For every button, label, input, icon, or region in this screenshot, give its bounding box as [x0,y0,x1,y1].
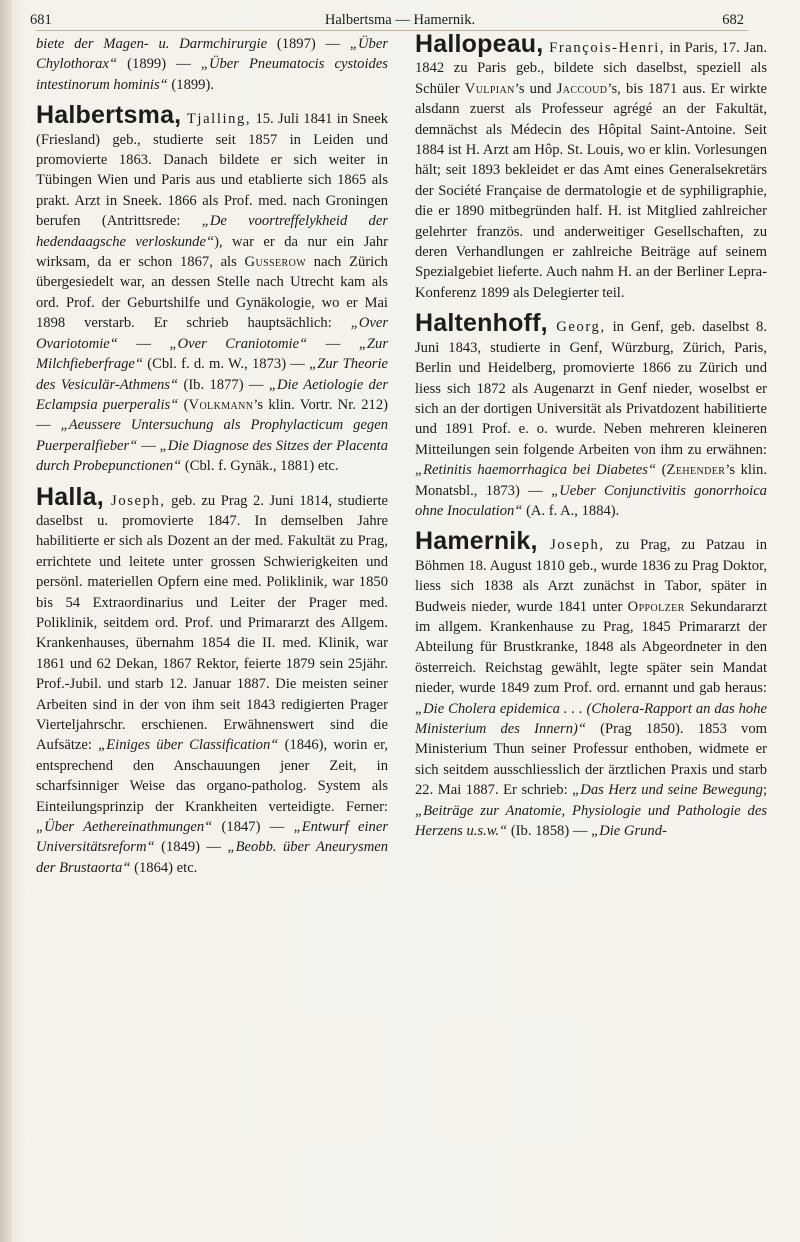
text-fragment: Volkmann [188,396,254,413]
text-fragment: (1849) — [154,839,228,856]
entry-headword: Halbertsma, [36,101,182,130]
text-fragment: „Die Grund- [591,823,667,840]
entry-hallopeau [415,34,767,303]
text-fragment: „Entwurf einer Universitätsreform“ [36,819,388,856]
running-header [0,10,800,32]
entry-given-name: Georg, [547,319,606,336]
text-fragment: 15. Juli 1841 in Sneek (Friesland) geb., studierte seit 1857 in Leiden und promovierte 1863. Danach bildete er sich weiter in Tübingen Wien und Paris aus und etablierte sich 1865 als prakt. Arzt in Sneek. 1866 als Prof. med. nach Groningen berufen (Antrittsrede: [36,111,388,230]
text-fragment: ), war er da nur ein Jahr wirksam, da er schon 1867, als [36,233,388,271]
text-fragment: ( [178,396,189,413]
text-fragment: „Beiträge zur Anatomie, Physiologie und Pathologie des Herzens u.s.w.“ [415,802,767,840]
text-fragment: „Über Aethereinathmungen“ [36,819,213,836]
text-fragment: (1846), worin er, entsprechend den Anschauungen jener Zeit, in scharfsinniger Weise das organo-patholog. System als Einteilungsprinzip der Krankheiten verteidigte. Ferner: [36,737,388,815]
entry-given-name: Joseph, [103,492,166,509]
entry-given-name: Joseph, [537,537,605,554]
text-fragment: (Prag 1850). 1853 vom Ministerium Thun seiner Professur enthoben, widmete er sich seitdem ausschliesslich der ärztlichen Praxis und starb 22. Mai 1887. Er schrieb: [415,721,767,799]
text-fragment: — [307,335,359,352]
text-fragment: biete der Magen- u. Darmchirurgie [36,36,268,52]
text-fragment: ’s, bis 1871 aus. Er wirkte alsdann zuerst als Professeur agrégé an der Fakultät, demnächst als Médecin des Hôpital Saint-Antoine. Seit 1884 ist H. Arzt am Hôp. St. Louis, wo er klin. Vorlesungen hält; seit 1893 bekleidet er das Amt eines Generalsekretärs der Société Française de dermatologie et de syphiligraphie, die er 1890 mitbegründen half. H. ist Mitglied zahlreicher gelehrter französ. und anderweitiger Gesellschaften, zu deren Verhandlungen er zahlreiche Beiträge auf seinem Spezialgebiet lieferte. Auch nahm H. an der Berliner Lepra-Konferenz 1899 als Delegierter teil. [415,80,767,301]
text-fragment: (1847) — [212,819,294,836]
text-fragment: „De voortreffelykheid der hedendaagsche verloskunde“ [36,213,388,250]
text-fragment: „Die Diagnose des Sitzes der Placenta durch Probepunctionen“ [36,437,388,475]
entry-haltenhoff [415,309,767,521]
text-fragment: „Über Pneumatocis cystoides intestinorum hominis“ [36,56,388,93]
entry-headword: Hamernik, [415,527,538,556]
right-column [415,34,767,1234]
text-fragment: (1899) — [117,56,201,73]
entry-given-name: Tjalling, [181,111,252,128]
entry-headword: Halla, [36,482,104,511]
text-fragment: in Genf, geb. daselbst 8. Juni 1843, studierte in Genf, Würzburg, Zürich, Paris, Berlin und Heidelberg, promovierte 1866 zu Zürich und liess sich 1872 als Augenarzt in Genf nieder, woselbst er sich an der dortigen Universität als Privatdozent habilitierte und 1891 Prof. e. o. wurde. Neben mehreren kleineren Mitteilungen sein folgende Arbeiten von ihm zu erwähnen: [415,319,767,458]
page-number-left: 681 [30,12,52,28]
text-fragment: „Over Ovariotomie“ [36,315,388,352]
text-fragment: „Aeussere Untersuchung als Prophylacticum gegen Puerperalfieber“ [36,417,388,454]
page-number-right: 682 [722,12,744,28]
entry-halbertsma [36,101,388,476]
text-fragment: ; [762,782,767,799]
text-fragment: (A. f. A., 1884). [522,502,620,519]
text-fragment: „Die Cholera epidemica . . . (Cholera-Rapport an das hohe Ministerium des Innern)“ [415,700,767,737]
text-fragment: geb. zu Prag 2. Juni 1814, studierte daselbst u. promovierte 1847. In demselben Jahre habilitierte er sich als Dozent an der med. Fakultät zu Prag, errichtete und leitete unter grossen Schwierigkeiten und persönl. materiellen Opfern eine med. Poliklinik, war 1850 bis 54 Extraordinarius und Leiter der Prager med. Poliklinik, seitdem ord. Prof. und Primararzt des Allgem. Krankenhauses, übernahm 1854 die II. med. Klinik, war 1861 und 62 Dekan, 1867 Rektor, feierte 1879 sein 25jähr. Prof.-Jubil. und starb 12. Januar 1887. Die meisten seiner Arbeiten sind in der von ihm seit 1843 redigierten Prager Vierteljahrschr. erschienen. Erwähnenswert sind die Aufsätze: [36,492,388,754]
text-fragment: (1899). [167,76,214,93]
text-fragment: „Über Chylothorax“ [36,36,388,73]
text-fragment: (Ib. 1858) — [507,823,592,840]
text-fragment: ’s klin. Monatsbl., 1873) — [415,462,767,499]
text-fragment: „Zur Milchfieberfrage“ [36,335,388,373]
text-fragment: Oppolzer [627,598,685,615]
left-column [36,34,388,1234]
entry-given-name: François-Henri, [543,40,666,56]
text-fragment: ’s klin. Vortr. Nr. 212) — [36,396,388,434]
text-fragment: in Paris, 17. Jan. 1842 zu Paris geb., bildete sich daselbst, speziell als Schüler [415,40,767,97]
text-fragment: Sekundararzt im allgem. Krankenhause zu Prag, 1845 Primararzt der Abteilung für Brustkranke, 1848 als Abgeordneter in den österreich. Reichstag gewählt, legte später sein Mandat nieder, wurde 1849 zum Prof. ord. ernannt und gab heraus: [415,598,767,697]
text-fragment: „Zur Theorie des Vesiculär-Athmens“ [36,356,388,393]
text-fragment: „Beobb. über Aneurysmen der Brustaorta“ [36,839,388,876]
text-fragment: (1897) — [267,36,350,52]
entry-headword: Haltenhoff, [415,309,548,338]
entry-hamernik [415,527,767,841]
text-fragment: — [117,335,170,352]
text-fragment: Zehender [666,462,726,479]
entry-continuation [36,34,388,95]
text-fragment: „Die Aetiologie der Eclampsia puerperalis“ [36,376,388,413]
text-fragment: Vulpian [464,80,515,97]
text-fragment: „Ueber Conjunctivitis gonorrhoica ohne Inoculation“ [415,482,767,519]
text-fragment: „Das Herz und seine Bewegung [572,782,763,799]
text-fragment: (1864) etc. [130,859,198,876]
text-fragment: nach Zürich übergesiedelt war, an dessen Stelle nach Utrecht kam als ord. Prof. der Geburtshilfe und Gynäkologie, wo er Mai 1898 verstarb. Er schrieb hauptsächlich: [36,254,388,332]
text-fragment: ’s und [514,80,557,97]
text-fragment: (Ib. 1877) — [178,376,269,393]
text-fragment: „Retinitis haemorrhagica bei Diabetes“ [415,462,657,479]
entry-halla [36,482,388,879]
text-fragment: „Einiges über Classification“ [98,737,279,754]
text-fragment: (Cbl. f. Gynäk., 1881) etc. [181,458,339,475]
text-fragment: — [137,437,160,454]
header-rule [36,30,748,31]
text-fragment: (Cbl. f. d. m. W., 1873) — [143,356,310,373]
text-fragment: Gusserow [244,254,307,271]
running-title: Halbertsma — Hamernik. [324,12,476,28]
text-fragment: Jaccoud [556,80,608,97]
entry-headword: Hallopeau, [415,34,544,58]
page-binding-edge [0,0,12,1242]
text-fragment: ( [656,462,667,479]
text-fragment: „Over Craniotomie“ [169,335,308,352]
text-fragment: zu Prag, zu Patzau in Böhmen 18. August 1810 geb., wurde 1836 zu Prag Doktor, liess sich 1838 als Arzt zunächst in Tabor, später in Budweis nieder, wurde 1841 unter [415,537,767,615]
